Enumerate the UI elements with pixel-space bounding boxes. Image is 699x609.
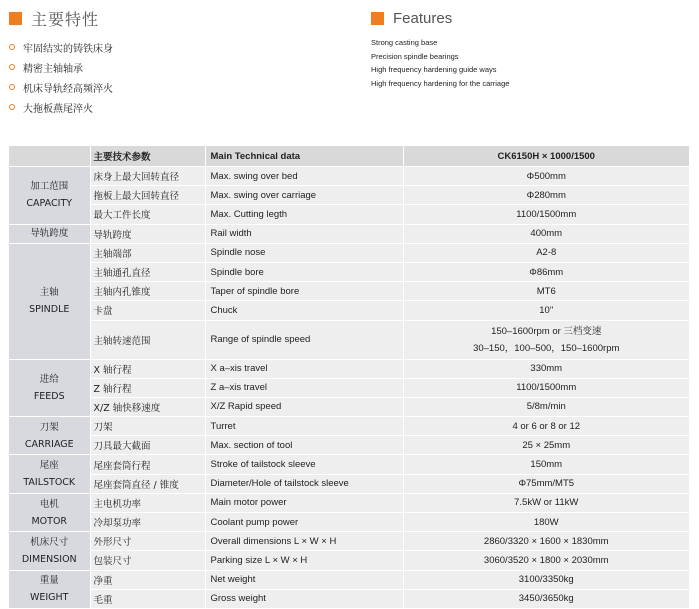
features-en-list [371,36,509,90]
header-blank-cell [9,146,90,167]
param-en: X/Z Rapid speed [205,397,403,416]
param-cn: X 轴行程 [90,359,205,378]
spec-table [9,146,689,609]
param-en: Z a–xis travel [205,378,403,397]
table-row [9,397,689,416]
table-row [9,205,689,224]
orange-square-icon [9,12,22,25]
category-cell: 进给 FEEDS [9,359,90,417]
table-row [9,167,689,186]
table-header-row [9,146,689,167]
param-en: X a–xis travel [205,359,403,378]
list-item: 大拖板燕尾淬火 [9,97,113,117]
orange-square-icon [371,12,384,25]
param-cn: 外形尺寸 [90,532,205,551]
param-value: 10" [403,301,689,320]
features-en-header [371,6,452,30]
table-row [9,532,689,551]
param-value: 1100/1500mm [403,378,689,397]
param-cn: 包装尺寸 [90,551,205,570]
param-value: 330mm [403,359,689,378]
param-en: Max. Cutting legth [205,205,403,224]
features-en-title: Features [393,9,453,27]
table-row [9,589,689,608]
table-row [9,493,689,512]
param-cn: 尾座套筒行程 [90,455,205,474]
param-cn: 主轴转速范围 [90,320,205,359]
table-row [9,320,689,359]
param-value: 1100/1500mm [403,205,689,224]
param-en: Coolant pump power [205,513,403,532]
bullet-ring-icon [9,84,15,90]
param-cn: 主电机功率 [90,493,205,512]
param-value: 400mm [403,224,689,243]
param-cn: 刀具最大截面 [90,436,205,455]
category-cell: 导轨跨度 [9,224,90,243]
list-item: Strong casting base [371,38,438,47]
param-value: 2860/3320 × 1600 × 1830mm [403,532,689,551]
category-cell: 电机 MOTOR [9,493,90,531]
param-value: 180W [403,513,689,532]
param-cn: 最大工件长度 [90,205,205,224]
bullet-ring-icon [9,44,15,50]
param-cn: 冷却泵功率 [90,513,205,532]
param-en: Rail width [205,224,403,243]
table-row [9,436,689,455]
category-cell: 机床尺寸 DIMENSION [9,532,90,570]
param-cn: 尾座套筒直径 / 锥度 [90,474,205,493]
param-value: 25 × 25mm [403,436,689,455]
param-en: Range of spindle speed [205,320,403,359]
table-row [9,551,689,570]
table-row [9,186,689,205]
table-row [9,359,689,378]
param-cn: 拖板上最大回转直径 [90,186,205,205]
list-item: Precision spindle bearings [371,51,459,61]
category-cell: 尾座 TAILSTOCK [9,455,90,493]
table-row [9,262,689,281]
param-en: Net weight [205,570,403,589]
param-value: 3450/3650kg [403,589,689,608]
param-en: Diameter/Hole of tailstock sleeve [205,474,403,493]
list-item: High frequency hardening guide ways [371,65,497,74]
param-value: 150–1600rpm or 三档变速 30–150，100–500，150–1600rpm [403,320,689,359]
param-cn: 主轴通孔直径 [90,262,205,281]
table-row [9,417,689,436]
param-value: 3060/3520 × 1800 × 2030mm [403,551,689,570]
features-cn-header [9,6,99,30]
param-en: Taper of spindle bore [205,282,403,301]
param-cn: 刀架 [90,417,205,436]
table-row [9,474,689,493]
param-cn: 卡盘 [90,301,205,320]
param-value: 4 or 6 or 8 or 12 [403,417,689,436]
header-en-cell: Main Technical data [205,146,403,167]
table-row [9,570,689,589]
param-en: Parking size L × W × H [205,551,403,570]
param-cn: X/Z 轴快移速度 [90,397,205,416]
param-en: Spindle bore [205,262,403,281]
param-en: Max. swing over bed [205,167,403,186]
param-en: Chuck [205,301,403,320]
category-cell: 主轴 SPINDLE [9,243,90,359]
table-row [9,282,689,301]
param-cn: 床身上最大回转直径 [90,167,205,186]
param-en: Turret [205,417,403,436]
list-item: 机床导轨经高频淬火 [9,77,113,97]
header-cn-cell: 主要技术参数 [90,146,205,167]
param-cn: 毛重 [90,589,205,608]
param-value: 7.5kW or 11kW [403,493,689,512]
bullet-ring-icon [9,64,15,70]
list-item: High frequency hardening for the carriage [371,78,510,88]
param-value: Φ280mm [403,186,689,205]
header-model-cell: CK6150H × 1000/1500 [403,146,689,167]
category-cell: 加工范围 CAPACITY [9,167,90,225]
param-cn: 主轴端部 [90,243,205,262]
param-en: Stroke of tailstock sleeve [205,455,403,474]
param-cn: Z 轴行程 [90,378,205,397]
table-row [9,301,689,320]
param-value: 5/8m/min [403,397,689,416]
param-value: 150mm [403,455,689,474]
param-en: Main motor power [205,493,403,512]
param-value: 3100/3350kg [403,570,689,589]
param-value: MT6 [403,282,689,301]
param-en: Gross weight [205,589,403,608]
bullet-ring-icon [9,104,15,110]
table-row [9,378,689,397]
param-en: Spindle nose [205,243,403,262]
param-cn: 主轴内孔锥度 [90,282,205,301]
param-value: Φ500mm [403,167,689,186]
param-en: Max. section of tool [205,436,403,455]
param-value: Φ75mm/MT5 [403,474,689,493]
param-cn: 导轨跨度 [90,224,205,243]
param-cn: 净重 [90,570,205,589]
table-row [9,224,689,243]
table-row [9,243,689,262]
param-value: A2-8 [403,243,689,262]
features-cn-title: 主要特性 [31,9,100,29]
category-cell: 重量 WEIGHT [9,570,90,608]
category-cell: 刀架 CARRIAGE [9,417,90,455]
list-item: 精密主轴轴承 [9,57,113,77]
list-item: 牢固结实的铸铁床身 [9,37,113,57]
param-en: Max. swing over carriage [205,186,403,205]
param-value: Φ86mm [403,262,689,281]
table-row [9,513,689,532]
param-en: Overall dimensions L × W × H [205,532,403,551]
features-cn-list [9,37,113,117]
table-row [9,455,689,474]
